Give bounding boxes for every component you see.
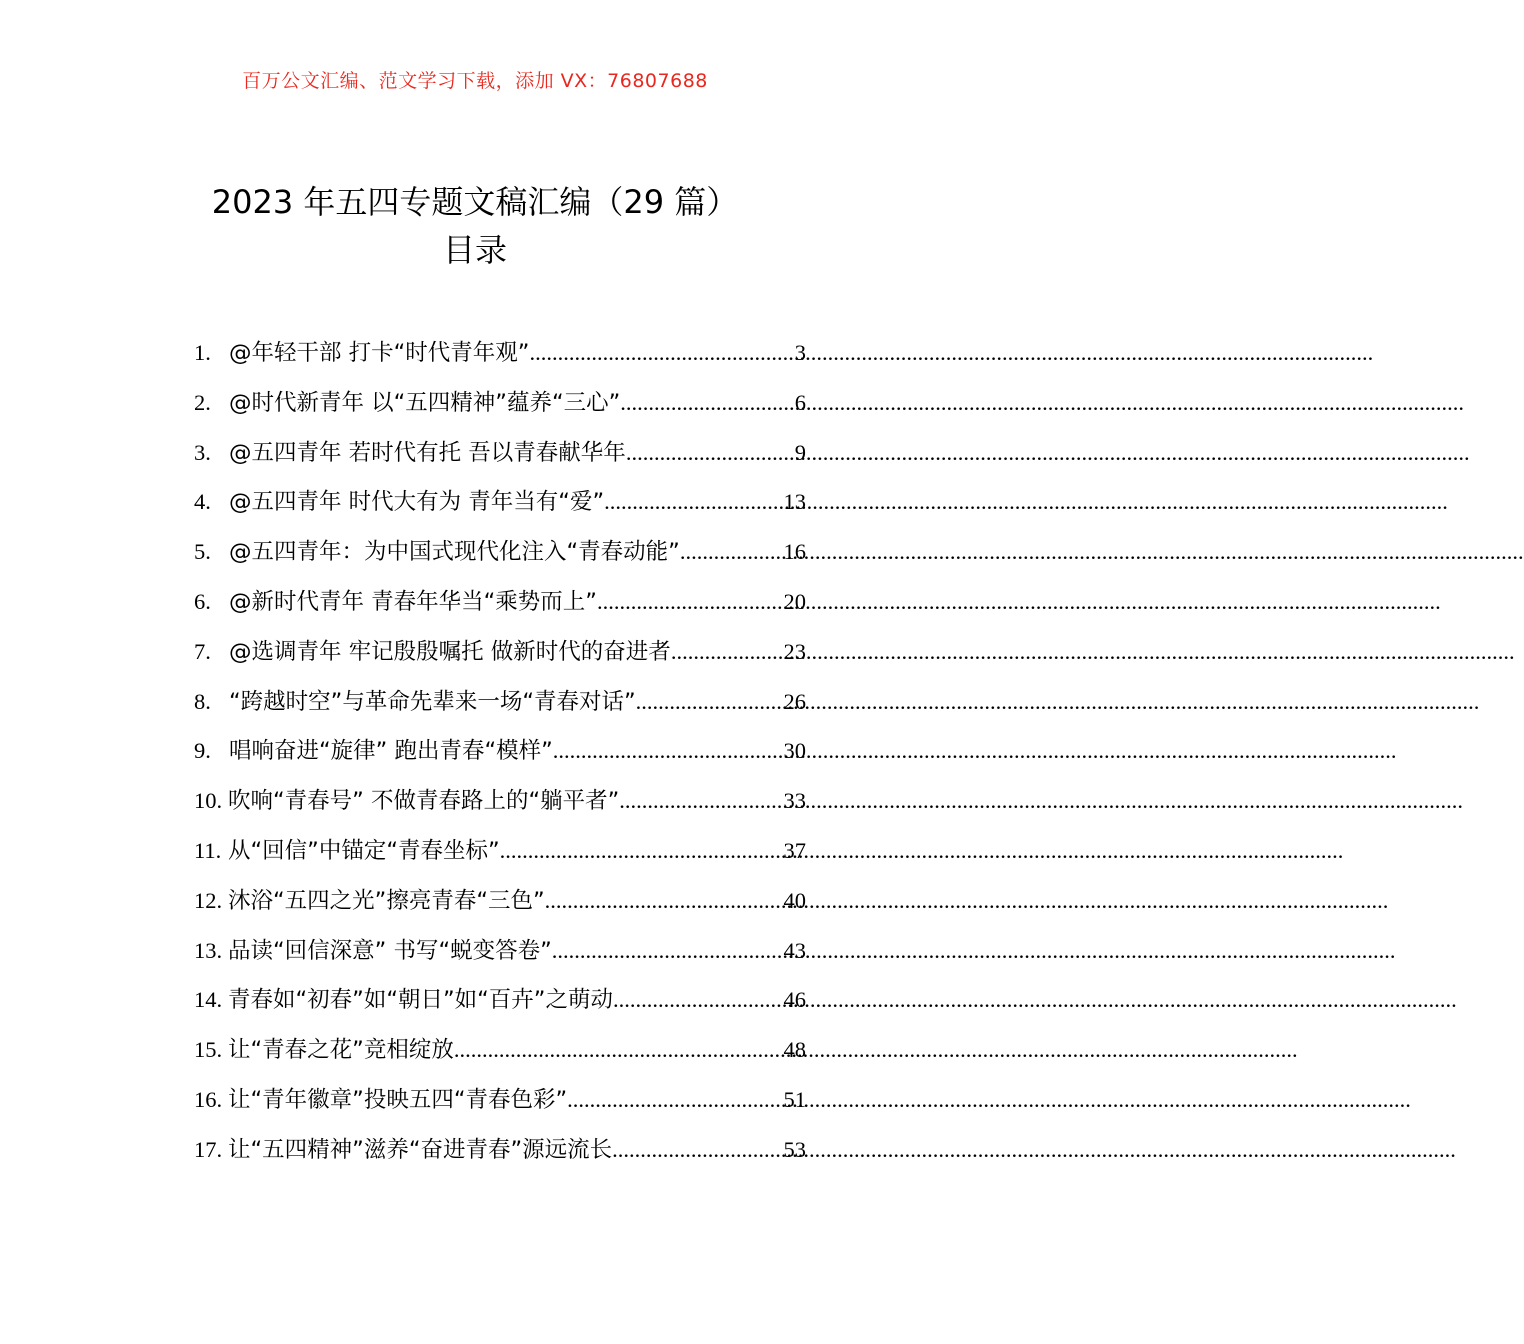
toc-leader-dots bbox=[626, 434, 795, 472]
toc-entry-title: 品读“回信深意” 书写“蜕变答卷” bbox=[228, 937, 552, 964]
toc-entry-title: @时代新青年 以“五四精神”蕴养“三心” bbox=[229, 389, 621, 416]
toc-leader-dots bbox=[553, 732, 784, 770]
toc-entry-page: 53 bbox=[783, 1136, 806, 1162]
toc-entry-page: 26 bbox=[783, 688, 806, 714]
toc-leader-dots bbox=[636, 683, 784, 721]
toc-leader-dots bbox=[529, 334, 794, 372]
toc-entry-title: @五四青年：为中国式现代化注入“青春动能” bbox=[229, 539, 680, 566]
toc-entry-number: 9. bbox=[194, 738, 211, 764]
toc-entry-page: 13 bbox=[783, 489, 806, 515]
toc-entry-page: 43 bbox=[783, 937, 806, 963]
toc-entry-number: 6. bbox=[194, 588, 211, 614]
toc-entry-title: @五四青年 若时代有托 吾以青春献华年 bbox=[229, 439, 626, 466]
header-note: 百万公文汇编、范文学习下载，添加 VX：76807688 bbox=[242, 70, 708, 92]
toc-entry[interactable] bbox=[194, 583, 806, 633]
toc-entry-title: 青春如“初春”如“朝日”如“百卉”之萌动 bbox=[228, 987, 613, 1014]
toc-entry-title: 沐浴“五四之光”擦亮青春“三色” bbox=[228, 887, 545, 914]
toc-entry[interactable] bbox=[194, 932, 806, 982]
toc-entry-title: “跨越时空”与革命先辈来一场“青春对话” bbox=[229, 688, 636, 715]
toc-leader-dots bbox=[545, 882, 784, 920]
toc-entry-number: 3. bbox=[194, 439, 211, 465]
toc-heading: 目录 bbox=[442, 231, 507, 269]
toc-entry-number: 10. bbox=[194, 788, 223, 814]
toc-leader-dots bbox=[613, 981, 784, 1019]
toc-leader-dots bbox=[567, 1081, 783, 1119]
toc-entry-page: 48 bbox=[783, 1037, 806, 1063]
toc-entry-page: 40 bbox=[783, 887, 806, 913]
toc-entry[interactable] bbox=[194, 1131, 806, 1181]
toc-entry-page: 6 bbox=[794, 389, 806, 415]
document-title: 2023 年五四专题文稿汇编（29 篇） bbox=[211, 183, 739, 221]
toc-entry[interactable] bbox=[194, 533, 806, 583]
toc-entry-number: 12. bbox=[194, 887, 223, 913]
toc-entry-title: @五四青年 时代大有为 青年当有“爱” bbox=[229, 489, 605, 516]
toc-entry-page: 9 bbox=[794, 439, 806, 465]
toc-entry-page: 33 bbox=[783, 788, 806, 814]
toc-leader-dots bbox=[500, 832, 784, 870]
toc-leader-dots bbox=[619, 782, 783, 820]
toc-leader-dots bbox=[612, 1131, 783, 1169]
toc-entry-number: 8. bbox=[194, 688, 211, 714]
toc-entry[interactable] bbox=[194, 882, 806, 932]
toc-entry-number: 13. bbox=[194, 937, 223, 963]
toc-leader-dots bbox=[597, 583, 784, 621]
toc-entry[interactable] bbox=[194, 683, 806, 733]
toc-entry-number: 15. bbox=[194, 1037, 223, 1063]
toc-entry-page: 46 bbox=[783, 987, 806, 1013]
toc-entry-number: 16. bbox=[194, 1086, 223, 1112]
toc-entry-title: 让“青年徽章”投映五四“青春色彩” bbox=[228, 1086, 568, 1113]
toc-entry-page: 3 bbox=[794, 340, 806, 365]
toc-leader-dots bbox=[454, 1031, 784, 1069]
toc-entry-number: 11. bbox=[194, 837, 222, 863]
toc-entry-title: 吹响“青春号” 不做青春路上的“躺平者” bbox=[228, 788, 620, 815]
toc-leader-dots bbox=[680, 533, 784, 571]
toc-entry-page: 30 bbox=[783, 738, 806, 764]
toc-entry-page: 23 bbox=[783, 638, 806, 664]
toc-entry[interactable] bbox=[194, 633, 806, 683]
toc-entry-number: 14. bbox=[194, 987, 223, 1013]
toc-entry[interactable] bbox=[194, 483, 806, 533]
toc-entry-page: 51 bbox=[783, 1086, 806, 1112]
toc-entry-number: 17. bbox=[194, 1136, 223, 1162]
toc-entry-number: 4. bbox=[194, 489, 211, 515]
toc-entry[interactable] bbox=[194, 384, 806, 434]
toc-entry[interactable] bbox=[194, 1031, 806, 1081]
toc-entry-number: 1. bbox=[194, 340, 211, 365]
toc-entry-title: @年轻干部 打卡“时代青年观” bbox=[229, 340, 530, 366]
toc-leader-dots bbox=[604, 483, 783, 521]
toc-entry-number: 2. bbox=[194, 389, 211, 415]
toc-leader-dots bbox=[552, 932, 784, 970]
toc-entry[interactable] bbox=[194, 732, 806, 782]
toc-entry[interactable] bbox=[194, 782, 806, 832]
toc-entry-number: 5. bbox=[194, 539, 211, 565]
table-of-contents bbox=[194, 334, 806, 1181]
toc-entry-title: 让“青春之花”竞相绽放 bbox=[228, 1037, 454, 1064]
toc-entry-title: @选调青年 牢记殷殷嘱托 做新时代的奋进者 bbox=[229, 638, 671, 665]
toc-entry-page: 20 bbox=[783, 588, 806, 614]
toc-entry-page: 16 bbox=[783, 539, 806, 565]
toc-entry-number: 7. bbox=[194, 638, 211, 664]
toc-entry-title: 让“五四精神”滋养“奋进青春”源远流长 bbox=[228, 1136, 613, 1163]
toc-entry[interactable] bbox=[194, 434, 806, 484]
toc-leader-dots bbox=[671, 633, 784, 671]
toc-entry[interactable] bbox=[194, 334, 806, 384]
toc-entry[interactable] bbox=[194, 832, 806, 882]
toc-entry-title: @新时代青年 青春年华当“乘势而上” bbox=[229, 588, 597, 615]
toc-entry[interactable] bbox=[194, 1081, 806, 1131]
toc-entry-page: 37 bbox=[783, 837, 806, 863]
toc-entry-title: 唱响奋进“旋律” 跑出青春“模样” bbox=[229, 738, 553, 765]
toc-leader-dots bbox=[620, 384, 794, 422]
toc-entry[interactable] bbox=[194, 981, 806, 1031]
toc-entry-title: 从“回信”中锚定“青春坐标” bbox=[228, 837, 500, 864]
